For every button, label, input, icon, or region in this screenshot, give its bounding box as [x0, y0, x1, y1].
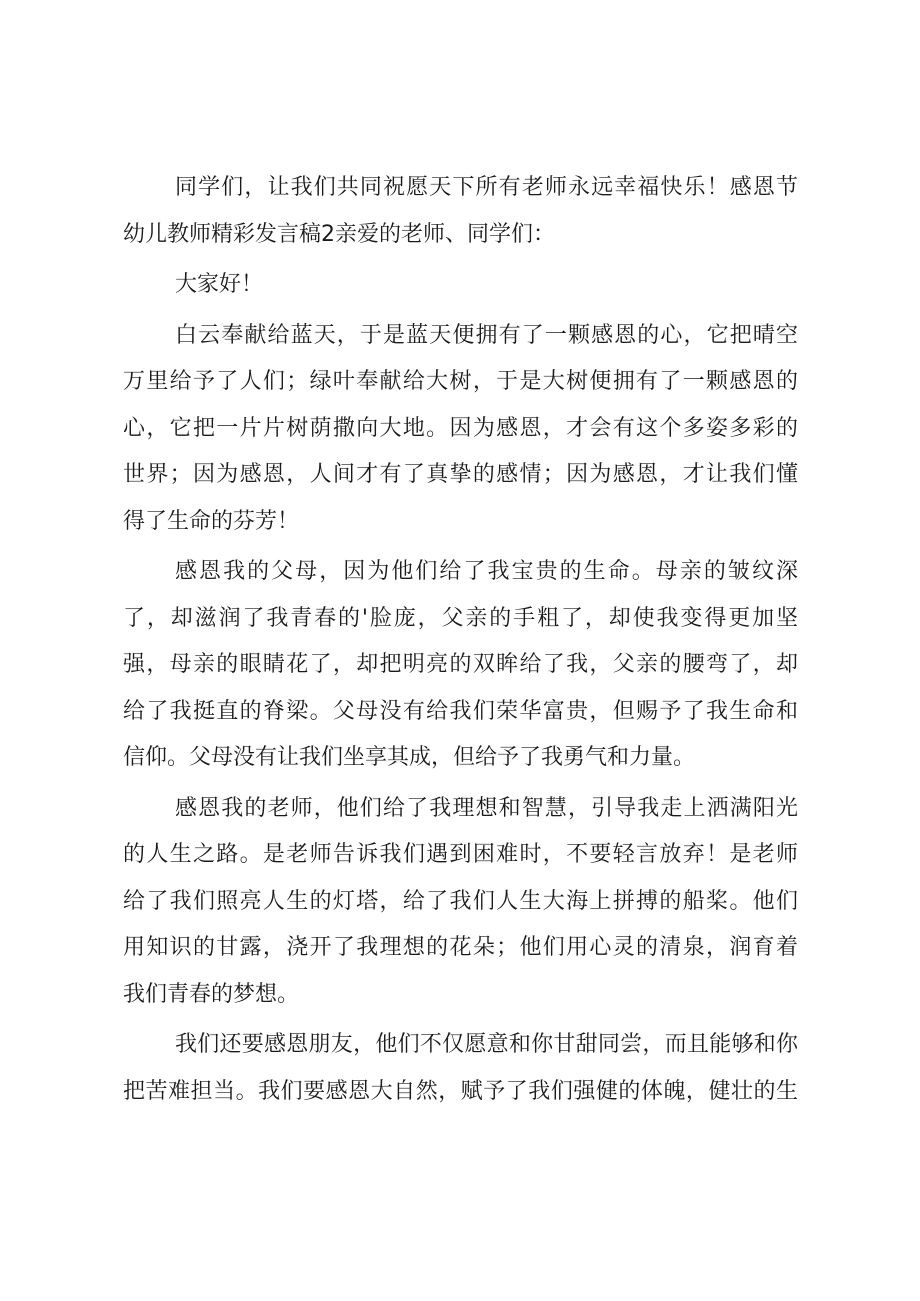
text-line: 我们青春的梦想。 — [123, 981, 300, 1007]
text-line: 感恩我的父母，因为他们给了我宝贵的生命。母亲的皱纹深 — [175, 559, 798, 584]
text-line: 大家好！ — [175, 272, 264, 297]
text-line: 把苦难担当。我们要感恩大自然，赋予了我们强健的体魄，健壮的生 — [123, 1078, 798, 1104]
document-body — [123, 165, 798, 1115]
text-line: 同学们，让我们共同祝愿天下所有老师永远幸福快乐！感恩节 — [175, 175, 798, 200]
text-line: 我们还要感恩朋友，他们不仅愿意和你甘甜同尝，而且能够和你 — [175, 1032, 798, 1057]
text-line: 了，却滋润了我青春的'脸庞，父亲的手粗了，却使我变得更加坚 — [123, 605, 798, 631]
text-line: 给了我们照亮人生的灯塔，给了我们人生大海上拼搏的船桨。他们 — [123, 888, 798, 914]
text-line: 的人生之路。是老师告诉我们遇到困难时，不要轻言放弃！是老师 — [123, 842, 798, 867]
text-line: 万里给予了人们；绿叶奉献给大树，于是大树便拥有了一颗感恩的 — [123, 369, 798, 394]
text-line: 给了我挺直的脊梁。父母没有给我们荣华富贵，但赐予了我生命和 — [123, 698, 798, 724]
text-line: 幼儿教师精彩发言稿2亲爱的老师、同学们： — [123, 221, 555, 247]
text-line: 信仰。父母没有让我们坐享其成，但给予了我勇气和力量。 — [123, 745, 696, 770]
text-line: 心，它把一片片树荫撒向大地。因为感恩，才会有这个多姿多彩的 — [123, 415, 798, 441]
text-line: 白云奉献给蓝天，于是蓝天便拥有了一颗感恩的心，它把晴空 — [175, 322, 798, 348]
text-line: 感恩我的老师，他们给了我理想和智慧，引导我走上洒满阳光 — [175, 795, 798, 821]
text-line: 世界；因为感恩，人间才有了真挚的感情；因为感恩，才让我们懂 — [123, 462, 798, 487]
text-line: 用知识的甘露，浇开了我理想的花朵；他们用心灵的清泉，润育着 — [123, 935, 798, 960]
text-line: 得了生命的芬芳！ — [123, 508, 300, 534]
text-line: 强，母亲的眼睛花了，却把明亮的双眸给了我，父亲的腰弯了，却 — [123, 652, 798, 677]
